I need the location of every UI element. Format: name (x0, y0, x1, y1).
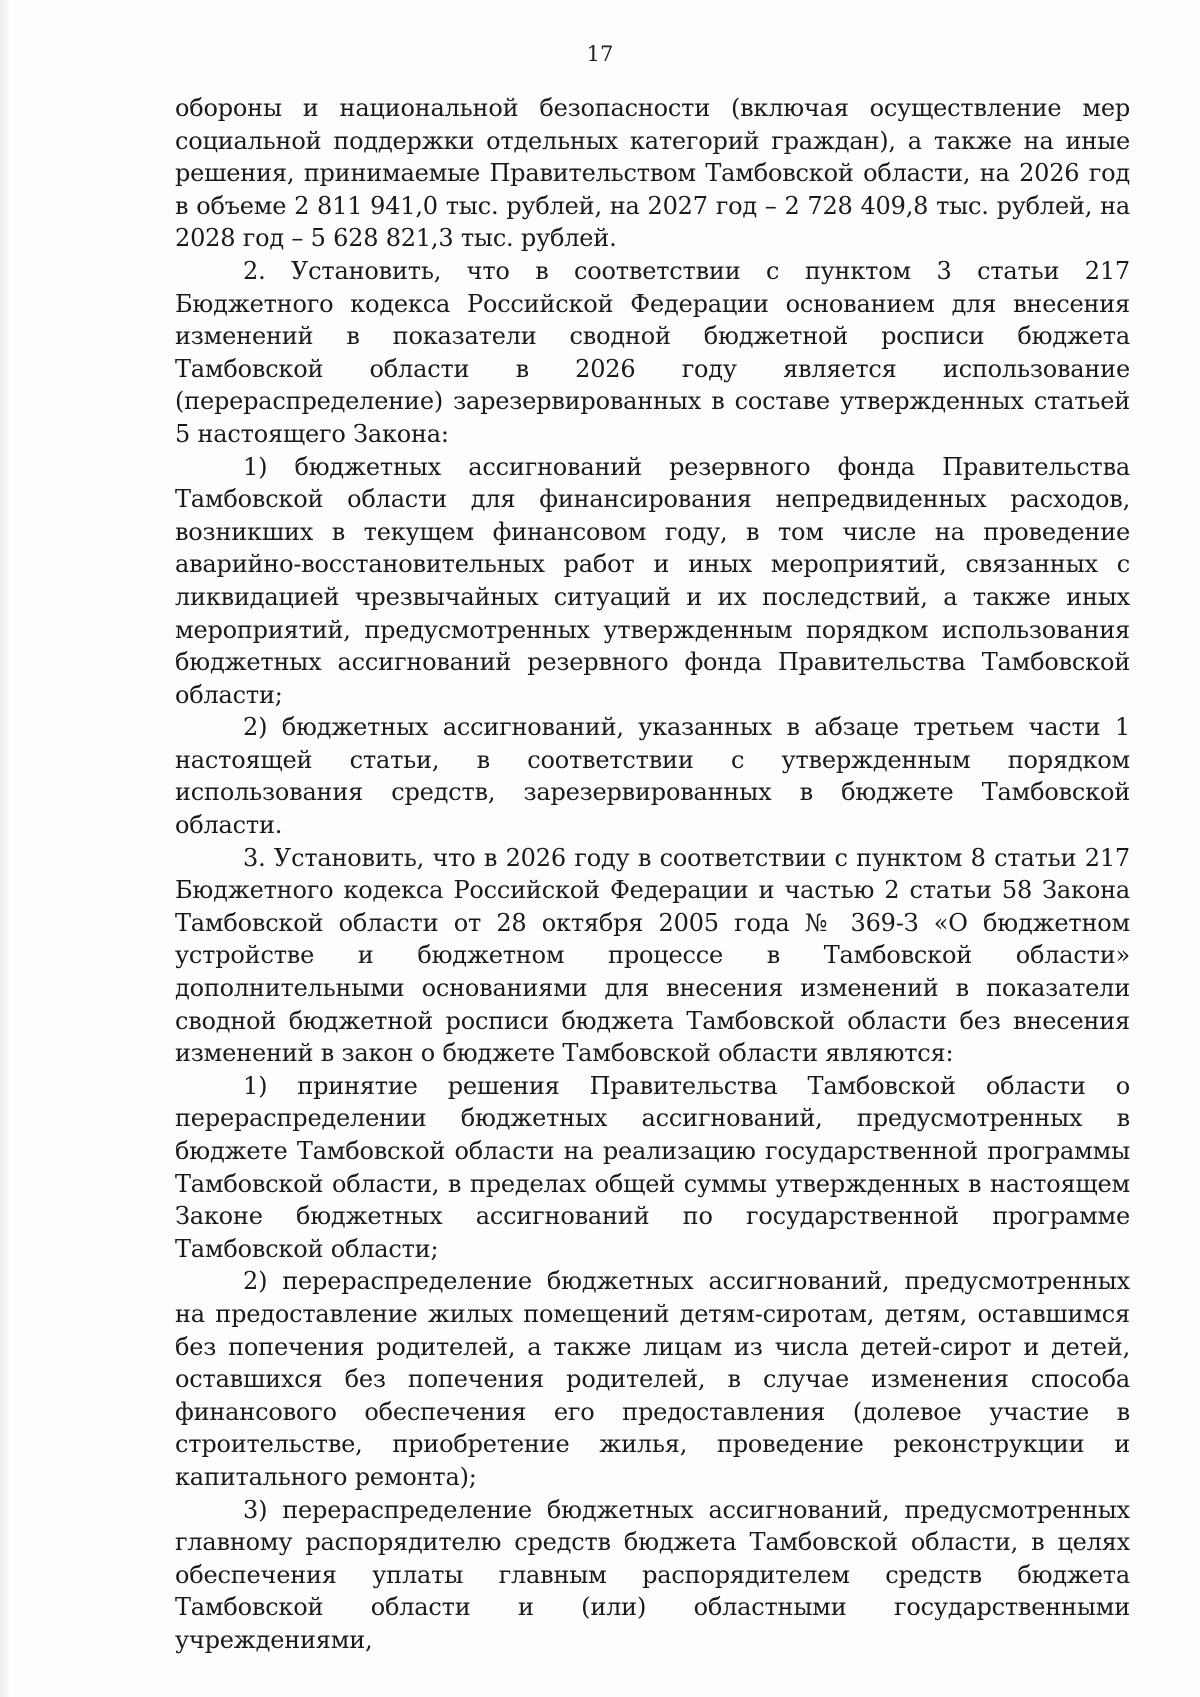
paragraph-continuation: обороны и национальной безопасности (включая осуществление мер социальной поддержки отдельных категорий граждан), а также на иные решения, принимаемые Правительством Тамбовской области, на 2026 год в объеме 2 811 941,0 тыс. рублей, на 2027 год – 2 728 409,8 тыс. рублей, на 2028 год – 5 628 821,3 тыс. рублей. (175, 94, 1130, 253)
paragraph-item-2: 2. Установить, что в соответствии с пунктом 3 статьи 217 Бюджетного кодекса Российской Федерации основанием для внесения изменений в показатели сводной бюджетной росписи бюджета Тамбовской области в 2026 году является использование (перераспределение) зарезервированных в составе утвержденных статьей 5 настоящего Закона: (175, 256, 1130, 448)
document-body (175, 92, 1130, 1657)
paragraph-subitem-2-1: 1) бюджетных ассигнований резервного фонда Правительства Тамбовской области для финансирования непредвиденных расходов, возникших в текущем финансовом году, в том числе на проведение аварийно-восстановительных работ и иных мероприятий, связанных с ликвидацией чрезвычайных ситуаций и их последствий, а также иных мероприятий, предусмотренных утвержденным порядком использования бюджетных ассигнований резервного фонда Правительства Тамбовской области; (175, 452, 1130, 709)
page-number: 17 (586, 42, 614, 66)
paragraph-subitem-3-2: 2) перераспределение бюджетных ассигнований, предусмотренных на предоставление жилых помещений детям-сиротам, детям, оставшимся без попечения родителей, а также лицам из числа детей-сирот и детей, оставшихся без попечения родителей, в случае изменения способа финансового обеспечения его предоставления (долевое участие в строительстве, приобретение жилья, проведение реконструкции и капитального ремонта); (175, 1267, 1130, 1491)
scan-edge (0, 0, 10, 1697)
paragraph-subitem-3-3: 3) перераспределение бюджетных ассигнований, предусмотренных главному распорядителю средств бюджета Тамбовской области, в целях обеспечения уплаты главным распорядителем средств бюджета Тамбовской области и (или) областными государственными учреждениями, (175, 1495, 1130, 1654)
paragraph-subitem-3-1: 1) принятие решения Правительства Тамбовской области о перераспределении бюджетных ассигнований, предусмотренных в бюджете Тамбовской области на реализацию государственной программы Тамбовской области, в пределах общей суммы утвержденных в настоящем Законе бюджетных ассигнований по государственной программе Тамбовской области; (175, 1071, 1130, 1263)
paragraph-item-3: 3. Установить, что в 2026 году в соответствии с пунктом 8 статьи 217 Бюджетного кодекса Российской Федерации и частью 2 статьи 58 Закона Тамбовской области от 28 октября 2005 года № 369-З «О бюджетном устройстве и бюджетном процессе в Тамбовской области» дополнительными основаниями для внесения изменений в показатели сводной бюджетной росписи бюджета Тамбовской области без внесения изменений в закон о бюджете Тамбовской области являются: (175, 843, 1130, 1068)
paragraph-subitem-2-2: 2) бюджетных ассигнований, указанных в абзаце третьем части 1 настоящей статьи, в соответствии с утвержденным порядком использования средств, зарезервированных в бюджете Тамбовской области. (175, 713, 1130, 840)
